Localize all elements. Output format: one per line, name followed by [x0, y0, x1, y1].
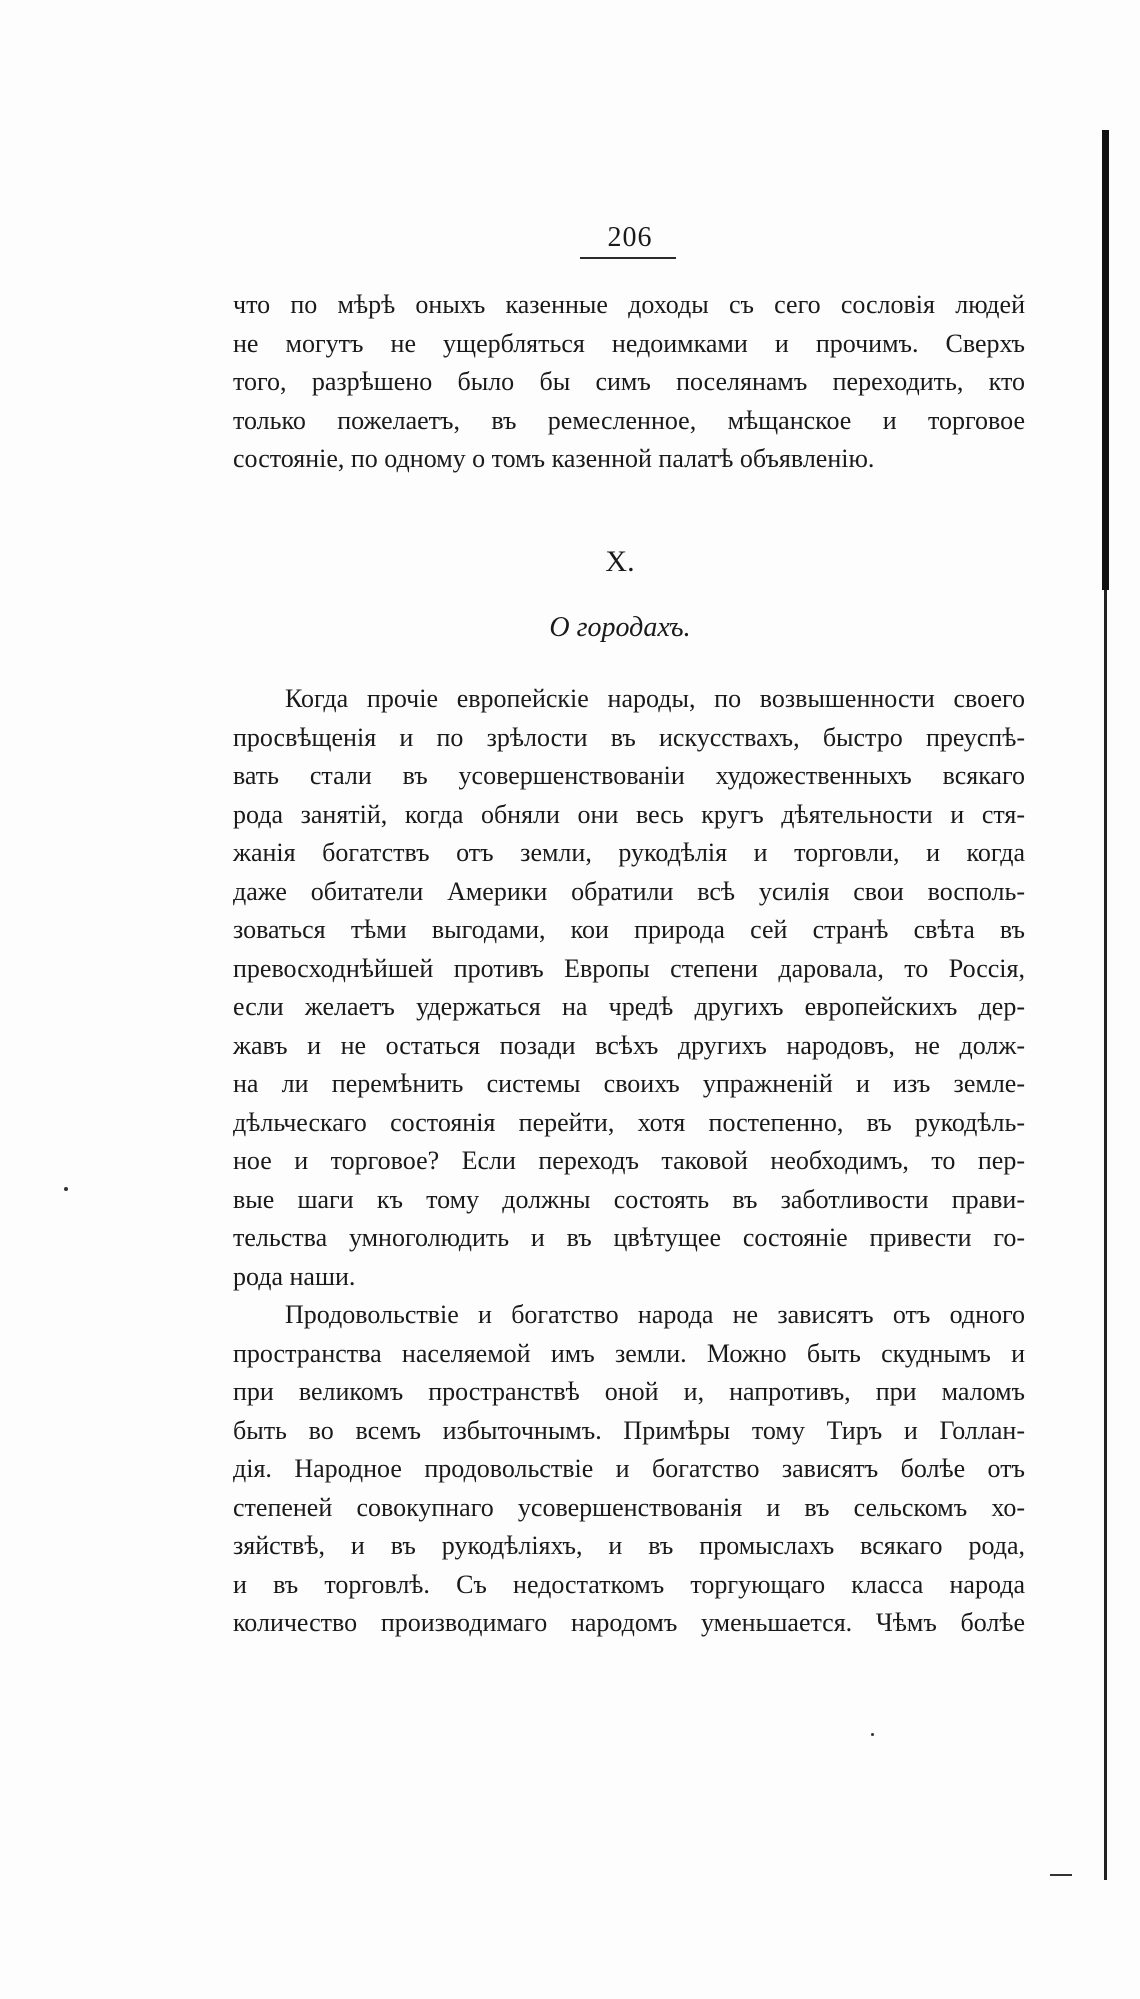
scan-margin-dash	[1050, 1874, 1072, 1876]
text-line: Продовольствіе и богатство народа не зависятъ отъ одного	[285, 1300, 1025, 1329]
text-line: степеней совокупнаго усовершенствованія и въ сельскомъ хо-	[233, 1492, 1025, 1522]
text-line: состояніе, по одному о томъ казенной палатѣ объявленію.	[233, 444, 875, 473]
text-line: тельства умноголюдить и въ цвѣтущее состояніе привести го-	[233, 1223, 1025, 1252]
text-line: и въ торговлѣ. Съ недостаткомъ торгующаго класса народа	[233, 1569, 1025, 1599]
text-line: вать стали въ усовершенствованіи художественныхъ всякаго	[233, 761, 1025, 790]
scan-margin-bar	[1102, 130, 1109, 590]
text-line: дѣльческаго состоянія перейти, хотя постепенно, въ рукодѣль-	[233, 1107, 1025, 1137]
text-line: рода наши.	[233, 1261, 356, 1291]
text-line: количество производимаго народомъ уменьшается. Чѣмъ болѣе	[233, 1608, 1025, 1637]
text-line: при великомъ пространствѣ оной и, напротивъ, при маломъ	[233, 1377, 1025, 1406]
text-line: пространства населяемой имъ земли. Можно быть скуднымъ и	[233, 1338, 1025, 1368]
scan-speck	[64, 1187, 68, 1191]
text-line: просвѣщенія и по зрѣлости въ искусствахъ, быстро преуспѣ-	[233, 722, 1025, 752]
text-line: быть во всемъ избыточнымъ. Примѣры тому Тиръ и Голлан-	[233, 1415, 1025, 1445]
page-number: 206	[607, 222, 653, 253]
text-line: вые шаги къ тому должны состоять въ заботливости прави-	[233, 1184, 1025, 1214]
continued-paragraph	[233, 286, 1025, 479]
text-line: ное и торговое? Если переходъ таковой необходимъ, то пер-	[233, 1146, 1025, 1175]
text-line: жавъ и не остаться позади всѣхъ другихъ народовъ, не долж-	[233, 1030, 1025, 1060]
text-line: зоваться тѣми выгодами, кои природа сей странѣ свѣта въ	[233, 915, 1025, 944]
text-line: дія. Народное продовольствіе и богатство зависятъ болѣе отъ	[233, 1454, 1025, 1483]
page-number-rule	[580, 257, 676, 259]
text-line: что по мѣрѣ оныхъ казенные доходы съ сего сословія людей	[233, 290, 1025, 319]
text-line: на ли перемѣнить системы своихъ упражненій и изъ земле-	[233, 1069, 1025, 1098]
text-line: зяйствѣ, и въ рукодѣліяхъ, и въ промыслахъ всякаго рода,	[233, 1531, 1025, 1560]
paragraph-cities-2	[233, 1296, 1025, 1643]
text-line: жанія богатствъ отъ земли, рукодѣлія и торговли, и когда	[233, 838, 1025, 867]
text-line: не могутъ не ущербляться недоимками и прочимъ. Сверхъ	[233, 328, 1025, 358]
text-line: того, разрѣшено было бы симъ поселянамъ переходить, кто	[233, 367, 1025, 396]
section-title: О городахъ.	[549, 612, 691, 643]
text-line: даже обитатели Америки обратили всѣ усилія свои восполь-	[233, 876, 1025, 906]
paragraph-cities-1	[233, 680, 1025, 1296]
text-line: превосходнѣйшей противъ Европы степени даровала, то Россія,	[233, 953, 1025, 983]
section-numeral: X.	[605, 545, 635, 578]
text-line: рода занятій, когда обняли они весь кругъ дѣятельности и стя-	[233, 799, 1025, 829]
scan-speck	[871, 1733, 874, 1736]
text-line: Когда прочіе европейскіе народы, по возвышенности своего	[285, 684, 1025, 713]
text-line: если желаетъ удержаться на чредѣ другихъ европейскихъ дер-	[233, 992, 1025, 1021]
text-line: только пожелаетъ, въ ремесленное, мѣщанское и торговое	[233, 405, 1025, 435]
scan-margin-line	[1104, 590, 1107, 1880]
